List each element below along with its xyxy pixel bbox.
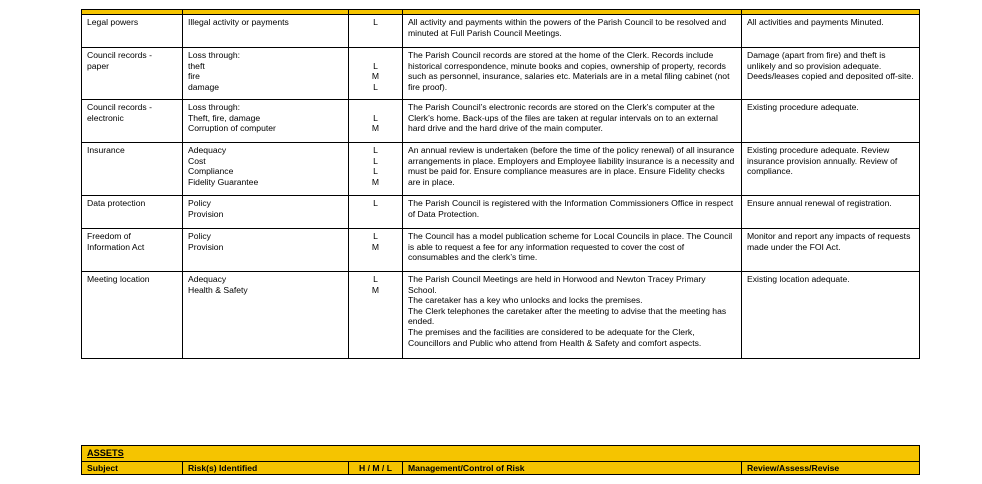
- risks-cell-line: Health & Safety: [188, 284, 248, 295]
- risks-cell-line: Adequacy: [188, 145, 227, 155]
- management-cell-line: The caretaker has a key who unlocks and locks the premises.: [408, 295, 643, 306]
- table-row: [82, 48, 920, 100]
- table-row: [82, 229, 920, 272]
- risk-table: [81, 9, 920, 359]
- management-cell: An annual review is undertaken (before the time of the policy renewal) of all insurance arrangements in place. Employers and Employee liability insurance is a necessity and must be paid for. Ensure compliance measures are in place. Ensure Fidelity checks are in place.: [403, 143, 742, 196]
- hml-cell-line: L: [373, 166, 378, 177]
- hml-cell: [349, 143, 403, 196]
- review-cell: Existing procedure adequate. Review insurance provision annually. Review of compliance.: [742, 143, 920, 196]
- management-cell-line: The premises and the facilities are considered to be adequate for the Clerk, Councillors and Public who attend from Health & Safety and comfort aspects.: [408, 326, 702, 348]
- hml-cell: [349, 48, 403, 100]
- management-cell: All activity and payments within the powers of the Parish Council to be resolved and minuted at Full Parish Council Meetings.: [403, 15, 742, 48]
- review-cell: Existing location adequate.: [742, 272, 920, 359]
- hml-cell-line: [354, 102, 397, 113]
- hml-cell-line: L: [373, 198, 378, 208]
- review-cell: Existing procedure adequate.: [742, 100, 920, 143]
- subject-cell-line: Meeting location: [87, 274, 150, 284]
- subject-cell: [82, 196, 183, 229]
- risks-cell-line: Cost: [188, 155, 206, 166]
- risks-cell: [183, 272, 349, 359]
- hml-cell-line: L: [373, 274, 378, 284]
- subject-cell: [82, 143, 183, 196]
- management-cell: The Parish Council’s electronic records are stored on the Clerk’s computer at the Clerk’s home. Back-ups of the files are taken at regular intervals on to an external hard drive and the hard drive of the main computer.: [403, 100, 742, 143]
- table-row: [82, 100, 920, 143]
- assets-table: [81, 445, 920, 475]
- column-hml: H / M / L: [349, 461, 403, 475]
- subject-cell: [82, 229, 183, 272]
- hml-cell-line: M: [371, 241, 380, 252]
- hml-cell: [349, 196, 403, 229]
- hml-cell: [349, 272, 403, 359]
- risks-cell: [183, 229, 349, 272]
- subject-cell-line: Information Act: [87, 241, 145, 252]
- risks-cell-line: Corruption of computer: [188, 123, 276, 134]
- review-cell: Damage (apart from fire) and theft is unlikely and so provision adequate. Deeds/leases copied and deposited off-site.: [742, 48, 920, 100]
- risks-cell-line: Loss through:: [188, 102, 241, 112]
- management-cell: The Council has a model publication scheme for Local Councils in place. The Council is able to request a fee for any information requested to cover the cost of consumables and the clerk’s time.: [403, 229, 742, 272]
- assets-title: ASSETS: [82, 446, 920, 462]
- management-cell: The Parish Council is registered with the Information Commissioners Office in respect of Data Protection.: [403, 196, 742, 229]
- hml-cell-line: L: [373, 231, 378, 241]
- risks-cell-line: damage: [188, 81, 220, 92]
- subject-cell-line: Council records -: [87, 102, 152, 112]
- hml-cell: [349, 15, 403, 48]
- risks-cell-line: Adequacy: [188, 274, 227, 284]
- column-management: Management/Control of Risk: [403, 461, 742, 475]
- hml-cell-line: L: [373, 155, 378, 166]
- hml-cell-line: M: [371, 123, 380, 134]
- subject-cell-line: electronic: [87, 112, 124, 123]
- table-row: [82, 272, 920, 359]
- hml-cell-line: L: [373, 145, 378, 155]
- management-cell: The Parish Council records are stored at the home of the Clerk. Records include historical correspondence, minute books and copies, ownership of property, records such as personnel, insurance, salaries etc. Materials are in a metal filing cabinet (not fire proof).: [403, 48, 742, 100]
- risks-cell: [183, 100, 349, 143]
- subject-cell: [82, 15, 183, 48]
- risks-cell: [183, 15, 349, 48]
- subject-cell-line: Council records -: [87, 50, 152, 60]
- management-cell: [403, 272, 742, 359]
- review-cell: Ensure annual renewal of registration.: [742, 196, 920, 229]
- risks-cell-line: Provision: [188, 208, 224, 219]
- hml-cell-line: L: [373, 60, 378, 71]
- subject-cell-line: paper: [87, 60, 109, 71]
- review-cell: All activities and payments Minuted.: [742, 15, 920, 48]
- subject-cell: [82, 272, 183, 359]
- risks-cell: [183, 196, 349, 229]
- risks-cell-line: Provision: [188, 241, 224, 252]
- hml-cell-line: L: [373, 112, 378, 123]
- risks-cell-line: Loss through:: [188, 50, 241, 60]
- risks-cell-line: Illegal activity or payments: [188, 17, 289, 27]
- subject-cell-line: Legal powers: [87, 17, 139, 27]
- subject-cell-line: Insurance: [87, 145, 125, 155]
- management-cell-line: The Clerk telephones the caretaker after the meeting to advise that the meeting has ended.: [408, 305, 727, 327]
- hml-cell-line: M: [371, 71, 380, 82]
- table-row: [82, 143, 920, 196]
- review-cell: Monitor and report any impacts of requests made under the FOI Act.: [742, 229, 920, 272]
- risks-cell-line: Compliance: [188, 166, 234, 177]
- hml-cell: [349, 229, 403, 272]
- management-cell-line: The Parish Council Meetings are held in Horwood and Newton Tracey Primary School.: [408, 274, 706, 295]
- subject-cell: [82, 100, 183, 143]
- risks-cell: [183, 143, 349, 196]
- hml-cell-line: L: [373, 81, 378, 92]
- hml-cell-line: M: [371, 284, 380, 295]
- subject-cell-line: Freedom of: [87, 231, 131, 241]
- hml-cell-line: L: [373, 17, 378, 27]
- risks-cell-line: theft: [188, 60, 205, 71]
- subject-cell-line: Data protection: [87, 198, 146, 208]
- risks-cell-line: Policy: [188, 198, 211, 208]
- table-row: [82, 15, 920, 48]
- subject-cell: [82, 48, 183, 100]
- column-subject: Subject: [82, 461, 183, 475]
- hml-cell-line: [354, 50, 397, 61]
- hml-cell: [349, 100, 403, 143]
- risks-cell: [183, 48, 349, 100]
- risks-cell-line: fire: [188, 71, 200, 82]
- column-review: Review/Assess/Revise: [742, 461, 920, 475]
- risks-cell-line: Theft, fire, damage: [188, 112, 261, 123]
- column-risks: Risk(s) Identified: [183, 461, 349, 475]
- risks-cell-line: Policy: [188, 231, 211, 241]
- risks-cell-line: Fidelity Guarantee: [188, 176, 259, 187]
- table-row: [82, 196, 920, 229]
- hml-cell-line: M: [371, 176, 380, 187]
